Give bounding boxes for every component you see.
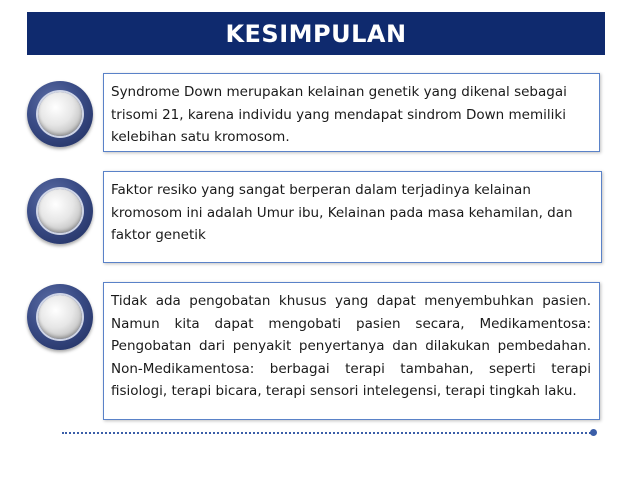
divider-end-dot: [590, 429, 597, 436]
point-box-2: Faktor resiko yang sangat berperan dalam terjadinya kelainan kromosom ini adalah Umur ibu, Kelainan pada masa kehamilan, dan faktor genetik: [103, 171, 602, 263]
bullet-icon: [27, 81, 93, 147]
slide-title: KESIMPULAN: [225, 19, 407, 48]
point-box-3: Tidak ada pengobatan khusus yang dapat menyembuhkan pasien. Namun kita dapat mengobati pasien secara, Medikamentosa: Pengobatan dari penyakit penyertanya dan dilakukan pembedahan. Non-Medikamentosa: berbagai terapi tambahan, seperti terapi fisiologi, terapi bicara, terapi sensori intelegensi, terapi tingkah laku.: [103, 282, 600, 420]
bullet-icon: [27, 284, 93, 350]
point-box-1: Syndrome Down merupakan kelainan genetik yang dikenal sebagai trisomi 21, karena individu yang mendapat sindrom Down memiliki kelebihan satu kromosom.: [103, 73, 600, 152]
dotted-divider: [62, 432, 594, 434]
bullet-icon: [27, 178, 93, 244]
title-bar: [27, 12, 605, 55]
